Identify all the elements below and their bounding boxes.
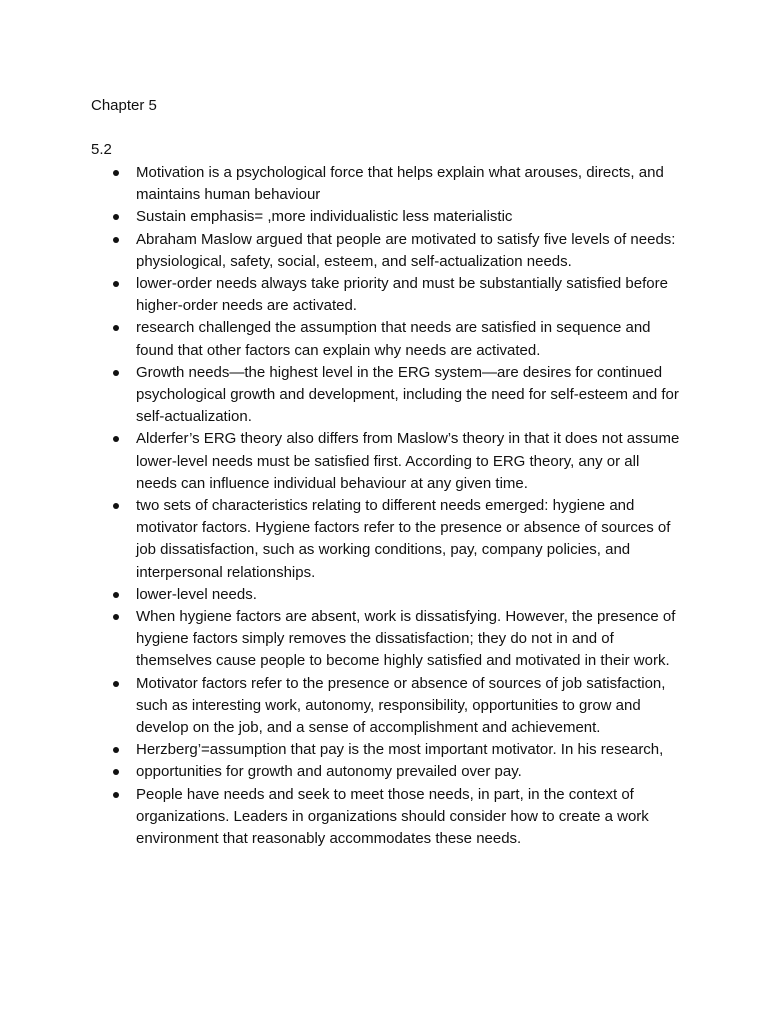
bullet-icon bbox=[113, 370, 119, 376]
list-item bbox=[112, 206, 682, 228]
bullet-icon bbox=[113, 214, 119, 220]
list-item bbox=[112, 317, 682, 361]
list-item bbox=[112, 739, 682, 761]
list-item-text: Sustain emphasis= ,more individualistic less materialistic bbox=[136, 208, 513, 226]
list-item-text: People have needs and seek to meet those needs, in part, in the context of organizations. Leaders in organizations should consider how to create a work environment that reasonably accommodates these needs. bbox=[136, 785, 649, 848]
bullet-icon bbox=[113, 237, 119, 243]
list-item bbox=[112, 606, 682, 673]
chapter-title: Chapter 5 bbox=[91, 97, 157, 114]
list-item bbox=[112, 362, 682, 429]
list-item-text: lower-level needs. bbox=[136, 585, 257, 603]
list-item bbox=[112, 761, 682, 783]
bullet-icon bbox=[113, 281, 119, 287]
list-item bbox=[112, 162, 682, 206]
list-item-text: When hygiene factors are absent, work is dissatisfying. However, the presence of hygiene factors simply removes the dissatisfaction; they do not in and of themselves cause people to become highly satisfied and motivated in their work. bbox=[136, 608, 676, 670]
list-item bbox=[112, 673, 682, 740]
list-item-text: Herzberg’=assumption that pay is the most important motivator. In his research, bbox=[136, 741, 664, 759]
list-item bbox=[112, 495, 682, 584]
list-item bbox=[112, 784, 682, 851]
bullet-icon bbox=[113, 592, 119, 598]
bullet-icon bbox=[113, 747, 119, 753]
bullet-icon bbox=[113, 792, 119, 798]
bullet-icon bbox=[113, 769, 119, 775]
list-item-text: two sets of characteristics relating to different needs emerged: hygiene and motivator factors. Hygiene factors refer to the presence or absence of sources of job dissatisfaction, such as working conditions, pay, company policies, and interpersonal relationships. bbox=[136, 497, 671, 581]
list-item-text: lower-order needs always take priority and must be substantially satisfied before higher-order needs are activated. bbox=[136, 275, 668, 315]
list-item-text: Abraham Maslow argued that people are motivated to satisfy five levels of needs: physiological, safety, social, esteem, and self-actualization needs. bbox=[136, 230, 676, 270]
bullet-icon bbox=[113, 681, 119, 687]
list-item bbox=[112, 273, 682, 317]
list-item-text: Growth needs—the highest level in the ERG system—are desires for continued psychological growth and development, including the need for self-esteem and for self-actualization. bbox=[136, 363, 679, 426]
list-item-text: Motivation is a psychological force that helps explain what arouses, directs, and maintains human behaviour bbox=[136, 164, 664, 204]
list-item-text: opportunities for growth and autonomy prevailed over pay. bbox=[136, 763, 522, 781]
bullet-icon bbox=[113, 614, 119, 620]
bullet-icon bbox=[113, 436, 119, 442]
bullet-list bbox=[112, 162, 682, 850]
list-item-text: Alderfer’s ERG theory also differs from Maslow’s theory in that it does not assume lower-level needs must be satisfied first. According to ERG theory, any or all needs can influence individual behaviour at any given time. bbox=[136, 430, 680, 492]
list-item-text: research challenged the assumption that needs are satisfied in sequence and found that other factors can explain why needs are activated. bbox=[136, 319, 651, 359]
bullet-icon bbox=[113, 503, 119, 509]
list-item bbox=[112, 584, 682, 606]
list-item-text: Motivator factors refer to the presence or absence of sources of job satisfaction, such as interesting work, autonomy, responsibility, opportunities to grow and develop on the job, and a sense of accomplishment and achievement. bbox=[136, 674, 666, 737]
list-item bbox=[112, 428, 682, 495]
list-item bbox=[112, 229, 682, 273]
section-number: 5.2 bbox=[91, 141, 112, 158]
bullet-icon bbox=[113, 170, 119, 176]
bullet-icon bbox=[113, 325, 119, 331]
